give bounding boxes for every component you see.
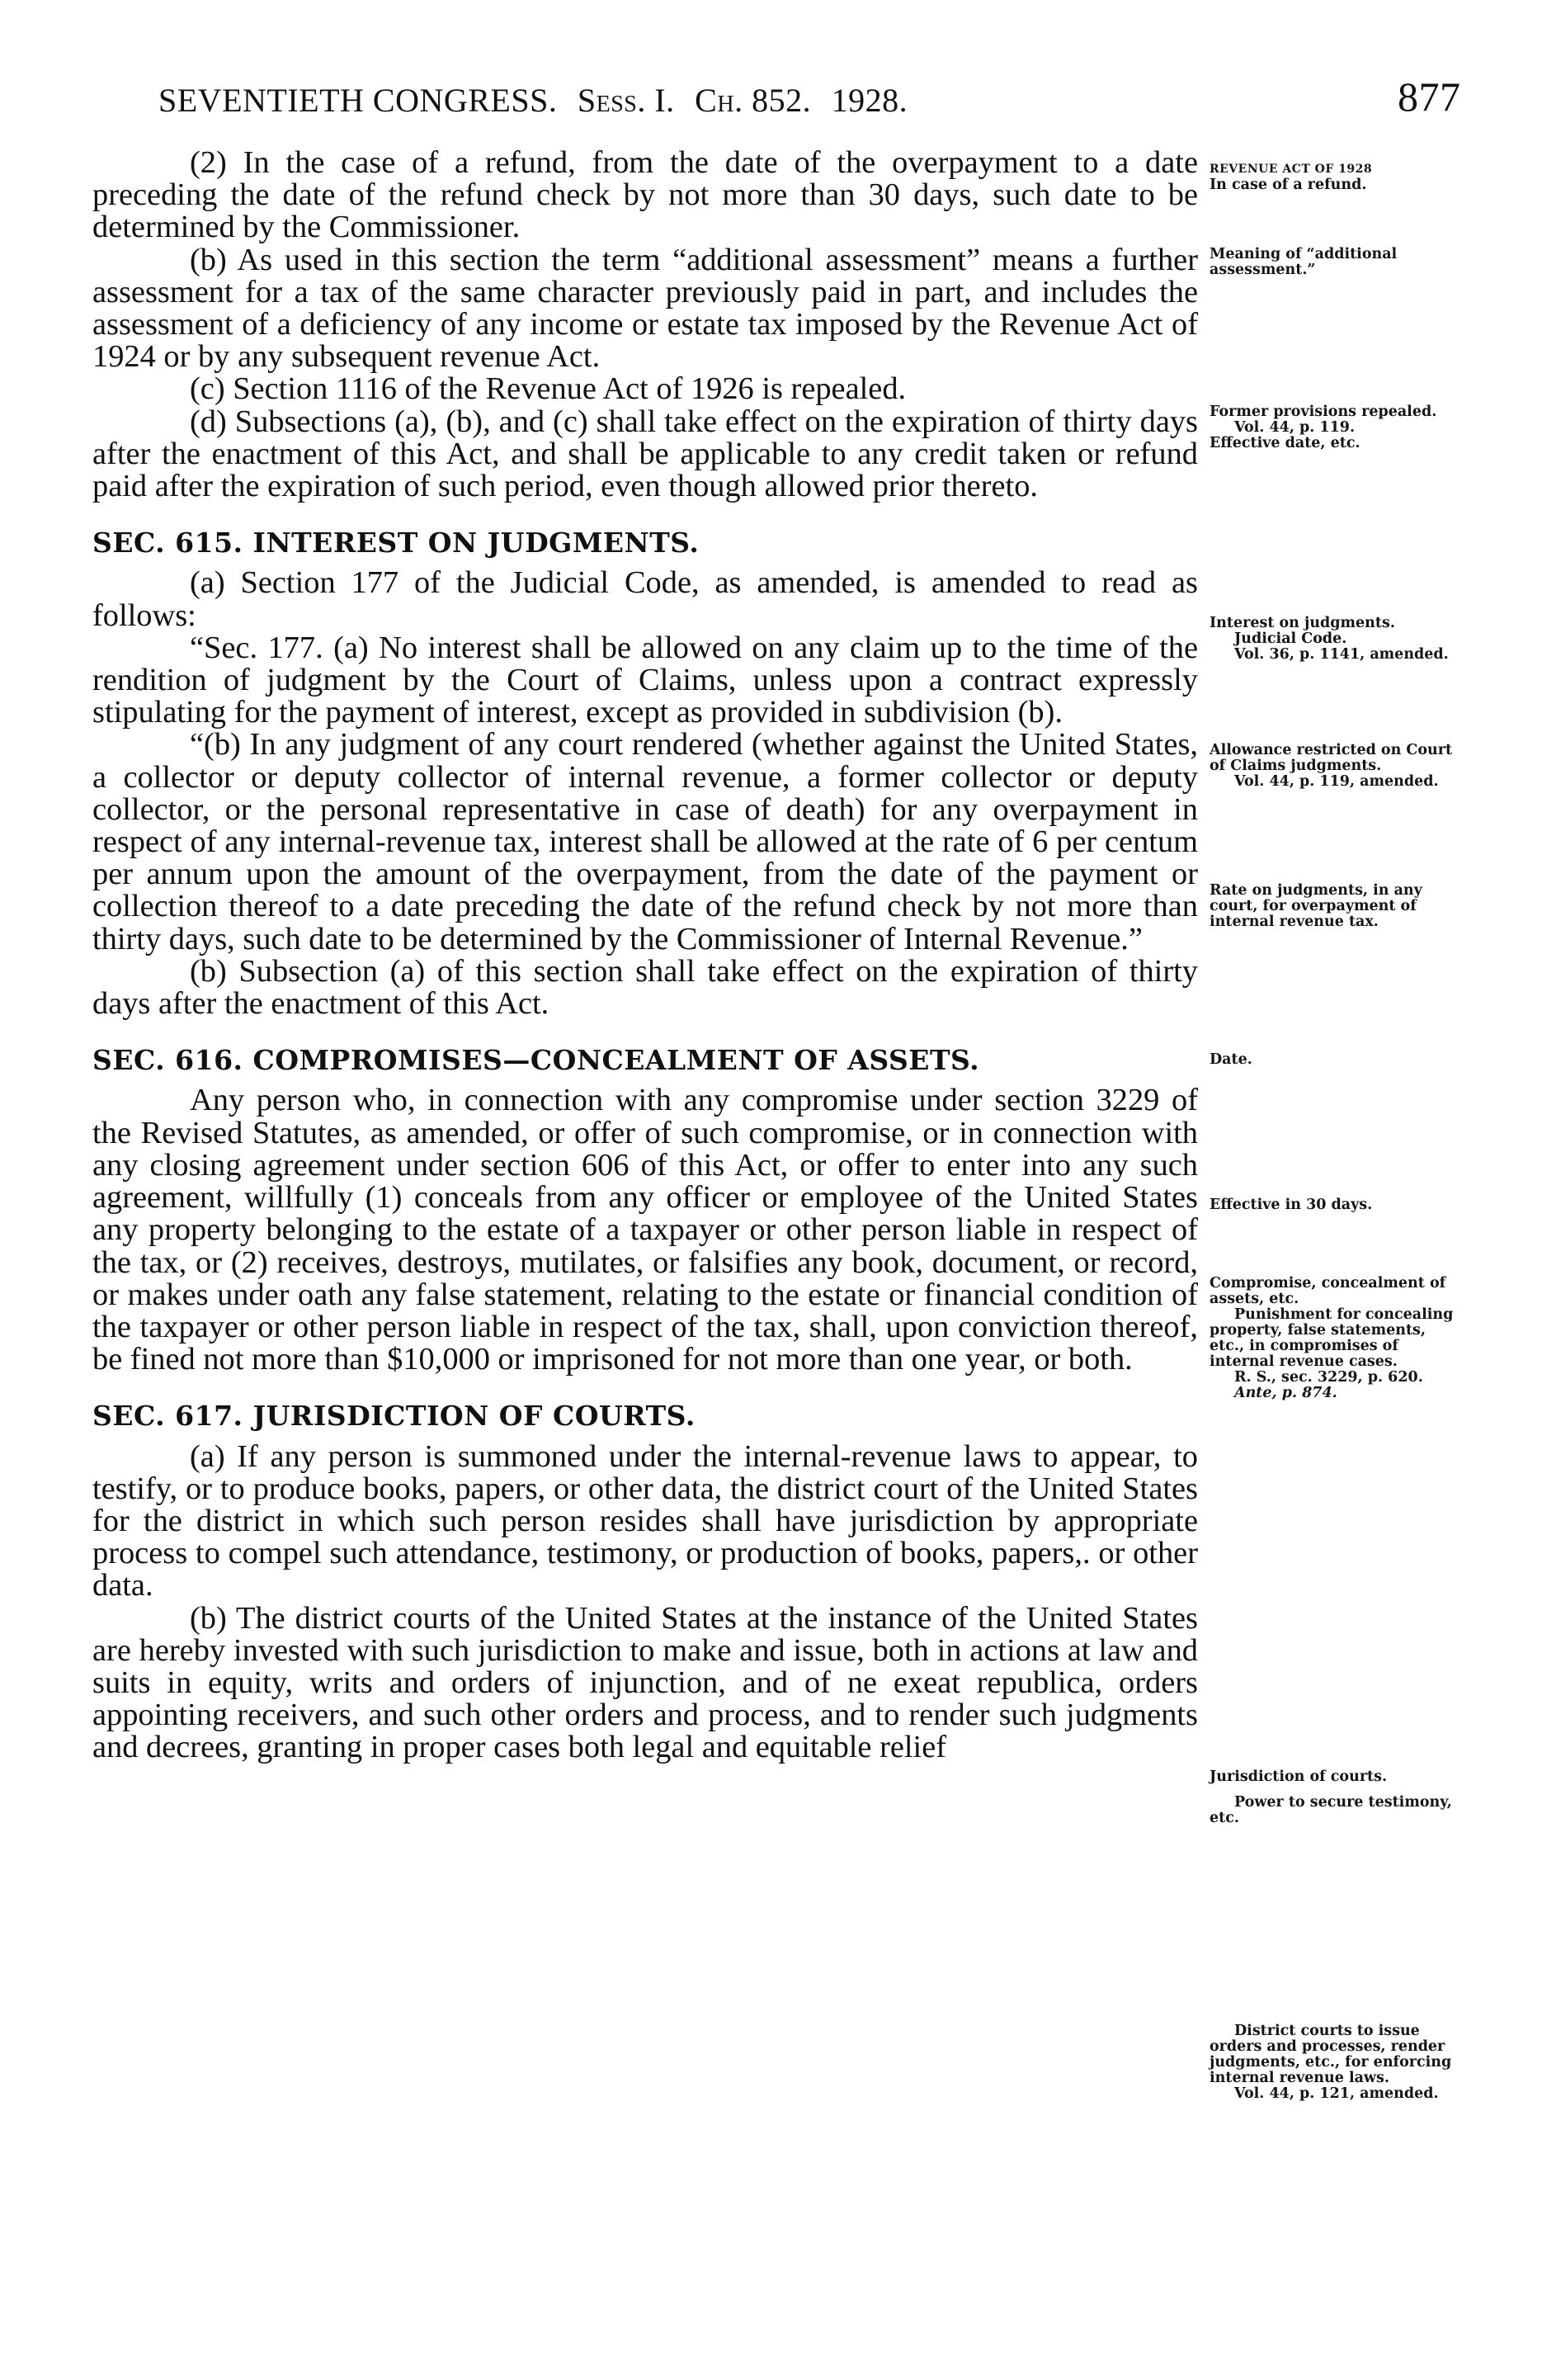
paragraph-sec-177-a: “Sec. 177. (a) No interest shall be allowed on any claim up to the time of the rendition of judgment by the Court of Claims, unless upon a contract expressly stipulating for the payment of interest, except as provided in subdivision (b). [92, 630, 1198, 730]
margin-note-district-courts [1210, 2023, 1454, 2102]
margin-note-vol44-amended: Vol. 44, p. 119, amended. [1234, 773, 1439, 790]
body-text [92, 147, 1198, 1764]
margin-note-district-orders: District courts to issue orders and processes, render judgments, etc., for enforcing internal revenue laws. [1210, 2023, 1452, 2086]
paragraph-additional-assessment: (b) As used in this section the term “additional assessment” means a further assessment for a tax of the same character previously paid in part, and includes the assessment of a deficiency of any income or estate tax imposed by the Revenue Act of 1924 or by any subsequent revenue Act. [92, 242, 1198, 375]
section-615-heading: SEC. 615. INTEREST ON JUDGMENTS. [92, 527, 700, 560]
chapter-label: Ch. 852. [695, 82, 812, 119]
paragraph-summons: (a) If any person is summoned under the internal-revenue laws to appear, to testify, or to produce books, papers, or other data, the district court of the United States for the district in which such person resides shall have jurisdiction by appropriate process to compel such attendance, testimony, or production of books, papers,. or other data. [92, 1438, 1198, 1603]
margin-note-meaning: Meaning of “additional assessment.” [1210, 246, 1398, 278]
paragraph-judicial-code: (a) Section 177 of the Judicial Code, as amended, is amended to read as follows: [92, 565, 1198, 633]
margin-note-compromise-title: Compromise, concealment of assets, etc. [1210, 1275, 1446, 1307]
congress-label: SEVENTIETH CONGRESS. [158, 82, 558, 119]
margin-note-former-provisions [1210, 404, 1454, 451]
margin-note-refund-case: In case of a refund. [1210, 177, 1367, 193]
margin-note-judicial-code: Judicial Code. [1234, 630, 1347, 647]
margin-note-date: Date. [1210, 1051, 1252, 1068]
running-head [158, 81, 908, 120]
margin-note-power-testimony: Power to secure testimony, etc. [1210, 1794, 1452, 1826]
paragraph-district-courts: (b) The district courts of the United States at the instance of the United States are hereby invested with such jurisdiction to make and issue, both in actions at law and suits in equity, writs and orders of injunction, and of ne exeat republica, orders appointing receivers, and such other orders and process, and to render such judgments and decrees, granting in proper cases both legal and equitable relief [92, 1600, 1198, 1765]
section-616-heading: SEC. 616. COMPROMISES—CONCEALMENT OF ASSETS. [92, 1044, 980, 1077]
margin-note-effective-date: Effective date, etc. [1210, 435, 1360, 451]
margin-note-allowance [1210, 743, 1454, 790]
margin-note-rs-3229: R. S., sec. 3229, p. 620. [1234, 1369, 1423, 1386]
margin-note-revenue-act-title: REVENUE ACT OF 1928 [1210, 163, 1373, 176]
margin-note-vol44-p119: Vol. 44, p. 119. [1234, 419, 1356, 436]
page-number: 877 [1398, 73, 1461, 120]
paragraph-refund: (2) In the case of a refund, from the date of the overpayment to a date preceding the date of the refund check by not more than 30 days, such date to be determined by the Commissioner. [92, 145, 1198, 245]
margin-note-repealed: Former provisions repealed. [1210, 404, 1437, 420]
paragraph-effective-date: (d) Subsections (a), (b), and (c) shall take effect on the expiration of thirty days after the enactment of this Act, and shall be applicable to any credit taken or refund paid after the expiration of such period, even though allowed prior thereto. [92, 404, 1198, 504]
session-label: Sess. I. [577, 82, 675, 119]
margin-note-jurisdiction [1210, 1769, 1454, 1826]
paragraph-concealment: Any person who, in connection with any compromise under section 3229 of the Revised Statutes, as amended, or offer of such compromise, or in connection with any closing agreement under section 606 of this Act, or offer to enter into any such agreement, willfully (1) conceals from any officer or employee of the United States any property belonging to the estate of a taxpayer or other person liable in respect of the tax, or (2) receives, destroys, mutilates, or falsifies any book, document, or record, or makes under oath any false statement, relating to the estate or financial condition of the taxpayer or other person liable in respect of the tax, shall, upon conviction thereof, be fined not more than $10,000 or imprisoned for not more than one year, or both. [92, 1083, 1198, 1377]
margin-note-punishment: Punishment for concealing property, false statements, etc., in compromises of internal revenue cases. [1210, 1306, 1454, 1370]
margin-note-interest-judgments [1210, 616, 1454, 663]
margin-note-interest: Interest on judgments. [1210, 615, 1395, 631]
margin-note-ante: Ante, p. 874. [1234, 1385, 1337, 1401]
paragraph-repeal: (c) Section 1116 of the Revenue Act of 1926 is repealed. [190, 371, 907, 407]
section-617-heading: SEC. 617. JURISDICTION OF COURTS. [92, 1400, 696, 1433]
margin-note-effective-30: Effective in 30 days. [1210, 1197, 1373, 1213]
margin-note-rate: Rate on judgments, in any court, for overpayment of internal revenue tax. [1210, 882, 1422, 930]
year-label: 1928. [831, 82, 908, 119]
margin-note-allowance-restricted: Allowance restricted on Court of Claims judgments. [1210, 742, 1453, 774]
margin-note-vol36: Vol. 36, p. 1141, amended. [1234, 646, 1449, 663]
paragraph-effective-30-days: (b) Subsection (a) of this section shall take effect on the expiration of thirty days after the enactment of this Act. [92, 953, 1198, 1022]
margin-note-revenue-act [1210, 162, 1454, 193]
margin-note-jurisdiction-title: Jurisdiction of courts. [1210, 1768, 1388, 1785]
margin-note-compromise [1210, 1276, 1454, 1401]
paragraph-sec-177-b: “(b) In any judgment of any court rendered (whether against the United States, a collector or deputy collector of internal revenue, a former collector or deputy collector, or the personal representative in case of death) for any overpayment in respect of any internal-revenue tax, interest shall be allowed at the rate of 6 per centum per annum upon the amount of the overpayment, from the date of the payment or collection thereof to a date preceding the date of the refund check by not more than thirty days, such date to be determined by the Commissioner of Internal Revenue.” [92, 727, 1198, 956]
margin-note-vol44-p121: Vol. 44, p. 121, amended. [1234, 2085, 1439, 2102]
